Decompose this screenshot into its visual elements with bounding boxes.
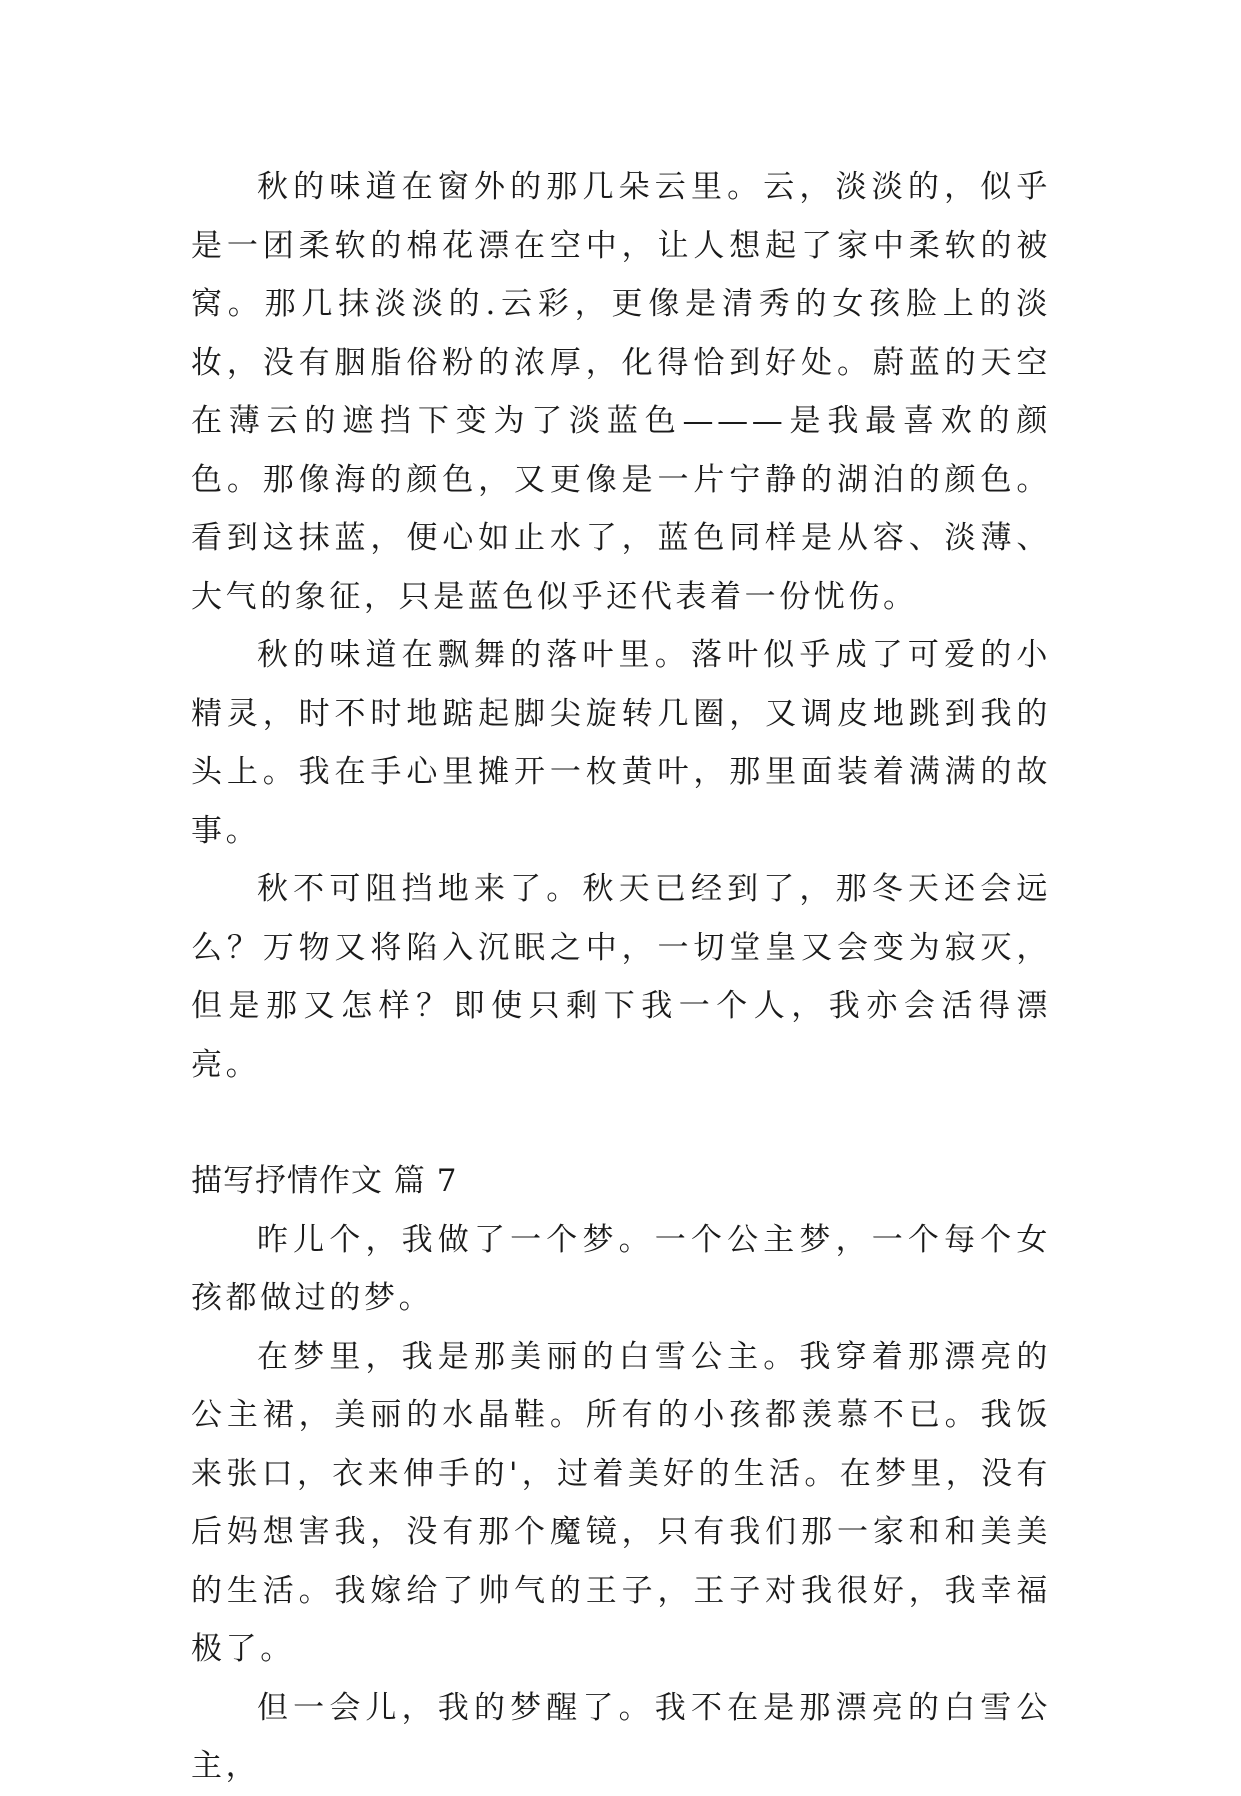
section-spacer — [191, 1094, 1051, 1152]
document-body — [191, 158, 1051, 1796]
paragraph-dream-wake: 但一会儿，我的梦醒了。我不在是那漂亮的白雪公主， — [191, 1689, 1051, 1784]
paragraph-dream-princess: 在梦里，我是那美丽的白雪公主。我穿着那漂亮的公主裙，美丽的水晶鞋。所有的小孩都羡慕不已。我饭来张口，衣来伸手的'，过着美好的生活。在梦里，没有后妈想害我，没有那个魔镜，只有我们那一家和和美美的生活。我嫁给了帅气的王子，王子对我很好，我幸福极了。 — [191, 1338, 1051, 1667]
paragraph-dream-intro: 昨儿个，我做了一个梦。一个公主梦，一个每个女孩都做过的梦。 — [191, 1221, 1051, 1316]
paragraph-autumn-leaves: 秋的味道在飘舞的落叶里。落叶似乎成了可爱的小精灵，时不时地踮起脚尖旋转几圈，又调皮地跳到我的头上。我在手心里摊开一枚黄叶，那里面装着满满的故事。 — [191, 637, 1051, 849]
section-title: 描写抒情作文 篇 7 — [191, 1163, 458, 1199]
paragraph-autumn-clouds: 秋的味道在窗外的那几朵云里。云，淡淡的，似乎是一团柔软的棉花漂在空中，让人想起了家中柔软的被窝。那几抹淡淡的.云彩，更像是清秀的女孩脸上的淡妆，没有胭脂俗粉的浓厚，化得恰到好处。蔚蓝的天空在薄云的遮挡下变为了淡蓝色———是我最喜欢的颜色。那像海的颜色，又更像是一片宁静的湖泊的颜色。看到这抹蓝，便心如止水了，蓝色同样是从容、淡薄、大气的象征，只是蓝色似乎还代表着一份忧伤。 — [191, 169, 1051, 615]
paragraph-autumn-arrives: 秋不可阻挡地来了。秋天已经到了，那冬天还会远么？万物又将陷入沉眠之中，一切堂皇又会变为寂灭，但是那又怎样？即使只剩下我一个人，我亦会活得漂亮。 — [191, 871, 1051, 1083]
